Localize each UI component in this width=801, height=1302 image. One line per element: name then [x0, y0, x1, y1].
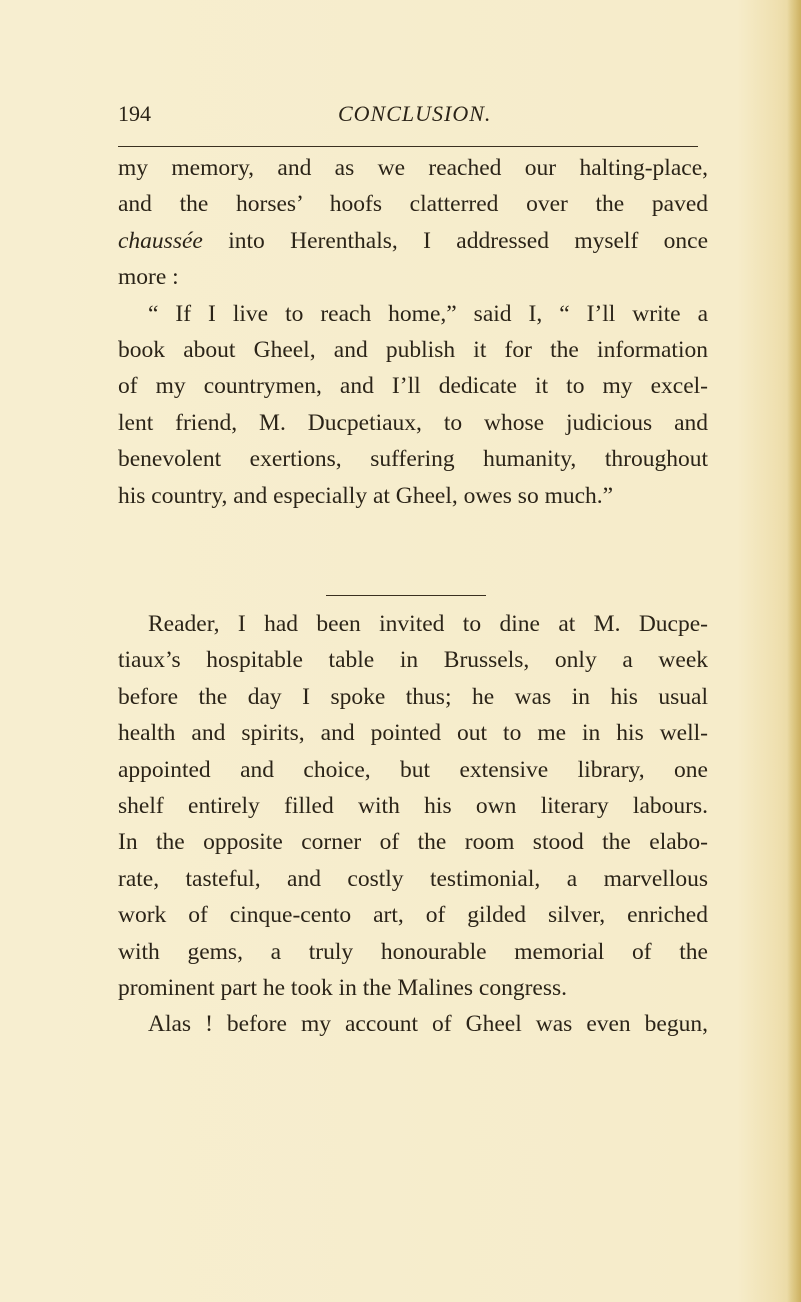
text-line: lent friend, M. Ducpetiaux, to whose judicious and	[118, 409, 708, 436]
text-line: benevolent exertions, suffering humanity, throughout	[118, 446, 708, 473]
text-line: and the horses’ hoofs clatterred over the paved	[118, 191, 708, 218]
italic-word: chaussée	[118, 227, 203, 254]
text-line: before the day I spoke thus; he was in his usual	[118, 683, 708, 710]
text-line: of my countrymen, and I’ll dedicate it to my excel-	[118, 373, 708, 400]
paragraph-1	[118, 150, 708, 514]
running-head: CONCLUSION.	[338, 101, 492, 126]
text-line: his country, and especially at Gheel, owes so much.”	[118, 482, 614, 509]
text-line: health and spirits, and pointed out to me in his well-	[118, 720, 708, 747]
text-line: with gems, a truly honourable memorial of the	[118, 938, 708, 965]
text-line	[118, 223, 708, 259]
text-line: Reader, I had been invited to dine at M. Ducpe-	[148, 611, 708, 637]
text-line: more :	[118, 264, 179, 291]
header-rule	[118, 146, 698, 147]
text-line: book about Gheel, and publish it for the information	[118, 336, 708, 363]
page-edge-shadow	[787, 0, 801, 1302]
page-header	[118, 100, 698, 130]
text-line: “ If I live to reach home,” said I, “ I’ll write a	[148, 300, 708, 327]
text-line: Alas ! before my account of Gheel was even begun,	[148, 1011, 708, 1038]
text-line: rate, tasteful, and costly testimonial, a marvellous	[118, 865, 708, 892]
section-separator	[326, 595, 486, 596]
text-line: In the opposite corner of the room stood the elabo-	[118, 829, 708, 856]
text-line: my memory, and as we reached our halting-place,	[118, 155, 708, 181]
text-line: appointed and choice, but extensive library, one	[118, 756, 708, 783]
text-line: tiaux’s hospitable table in Brussels, only a week	[118, 647, 708, 674]
text-line: work of cinque-cento art, of gilded silver, enriched	[118, 902, 708, 929]
text-line: prominent part he took in the Malines congress.	[118, 974, 568, 1001]
page-number: 194	[118, 101, 151, 126]
text-fragment: into Herenthals, I addressed myself once	[202, 227, 708, 254]
paragraph-2	[118, 606, 708, 1043]
text-line: shelf entirely filled with his own literary labours.	[118, 792, 708, 819]
